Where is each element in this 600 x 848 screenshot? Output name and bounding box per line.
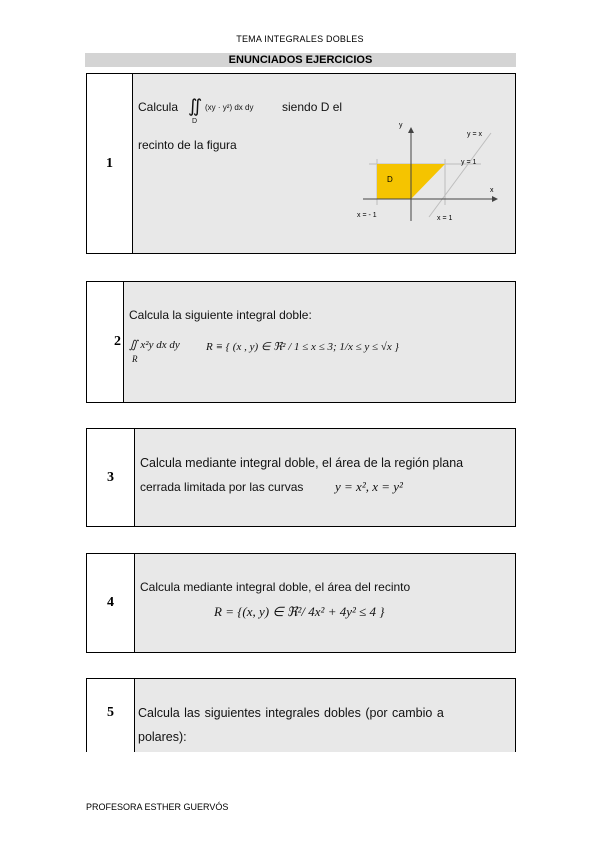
exercise-number: 2 [114,334,121,349]
integrand: (xy · y²) dx dy [205,103,254,112]
exercise-5-box [86,678,516,752]
exercise-text: siendo D el [282,100,343,114]
line-label-x-equals-1: x = 1 [437,215,453,222]
exercise-text: polares): [138,730,187,744]
y-axis-label: y [399,122,403,129]
exercise-text: Calcula mediante integral doble, el área de la región plana [140,456,464,470]
exercise-1-box [86,73,516,254]
integral-domain: D [192,118,198,125]
document-header-title: TEMA INTEGRALES DOBLES [236,34,364,44]
line-label-y-equals-x: y = x [467,131,482,138]
exercise-content [132,74,515,253]
exercise-2-box [86,281,516,403]
exercise-content [134,554,515,652]
exercise-text: recinto de la figura [138,138,237,152]
exercise-number: 1 [106,155,113,171]
region-label: D [387,175,393,184]
exercise-number: 5 [107,705,114,720]
x-axis-label: x [490,187,494,194]
region-figure [357,119,503,229]
footer-text: PROFESORA ESTHER GUERVÓS [86,802,229,812]
exercise-number: 4 [107,595,114,610]
section-title-bar: ENUNCIADOS EJERCICIOS [85,53,516,67]
exercise-number: 3 [107,469,114,485]
curves-formula: y = x², x = y² [335,479,403,494]
integral-expression: ∬ x²y dx dy [129,339,180,351]
integral-region-subscript: R [132,354,138,364]
exercise-content [123,282,515,402]
region-formula: R = {(x, y) ∈ ℜ²/ 4x² + 4y² ≤ 4 } [214,604,385,619]
exercise-text: Calcula la siguiente integral doble: [129,308,312,322]
exercise-text: Calcula las siguientes integrales dobles (por cambio a [138,706,444,720]
exercise-text: cerrada limitada por las curvas [140,480,304,494]
exercise-text: Calcula [138,100,179,114]
region-definition: R ≡ { (x , y) ∈ ℜ² / 1 ≤ x ≤ 3; 1/x ≤ y ≤ √x } [206,341,399,353]
line-label-x-minus-1: x = - 1 [357,212,377,219]
exercise-3-box [86,428,516,527]
exercise-text: Calcula mediante integral doble, el área del recinto [140,580,411,594]
exercise-content [134,429,515,526]
double-integral-symbol: ∬ [188,96,203,116]
exercise-content [134,679,515,752]
line-label-y-equals-1: y = 1 [461,159,477,166]
exercise-4-box [86,553,516,653]
